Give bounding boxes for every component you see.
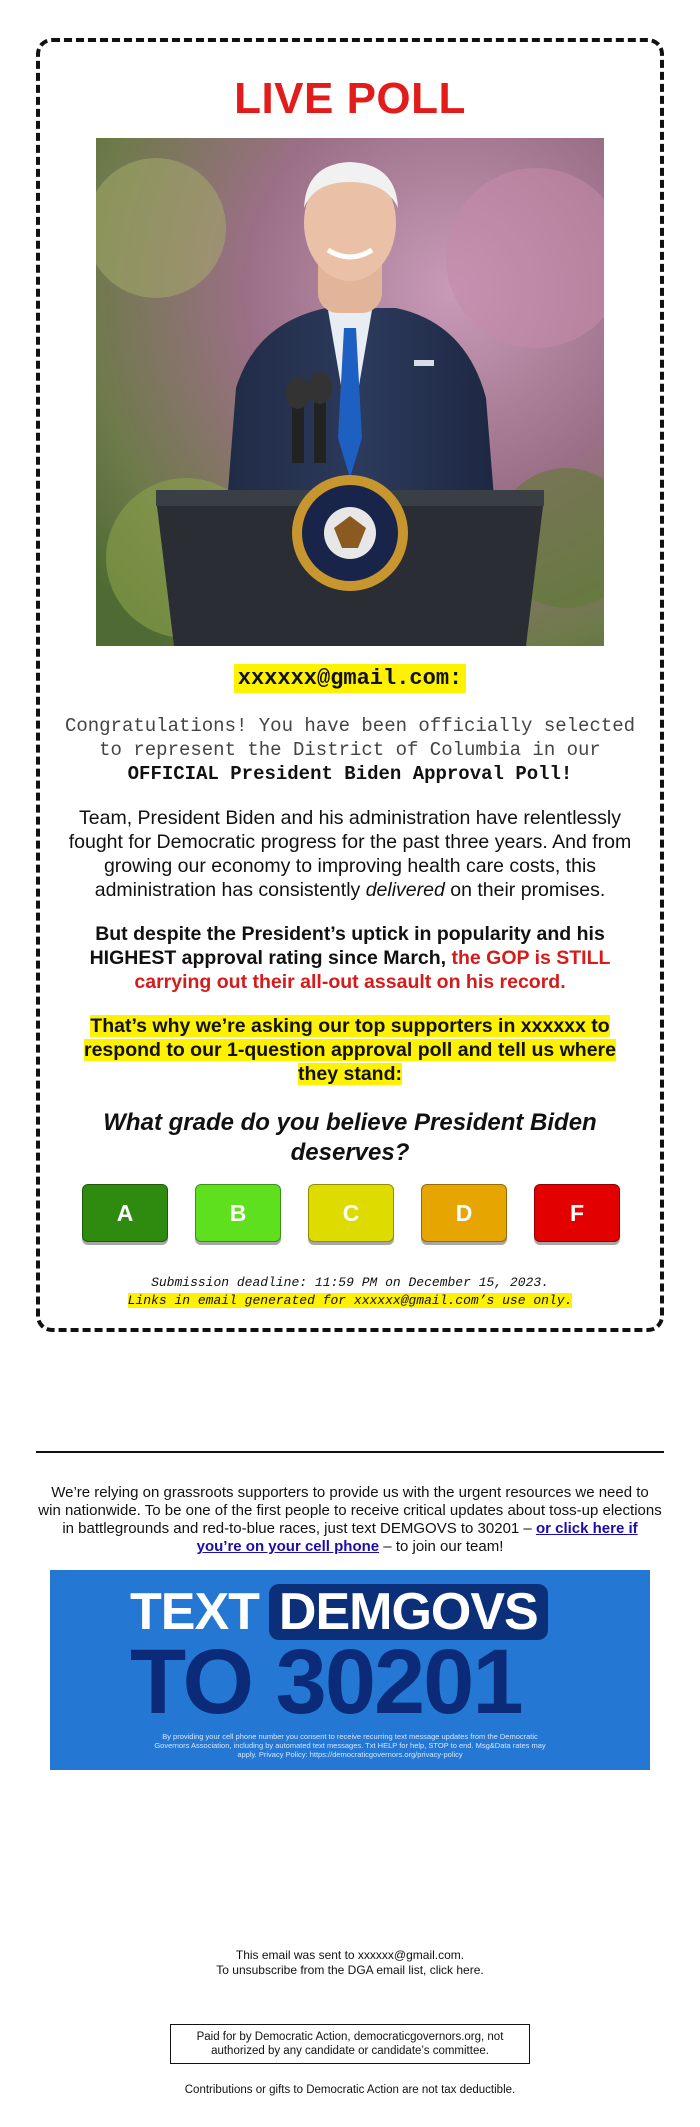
- grade-buttons: [82, 1184, 620, 1244]
- links-note: Links in email generated for xxxxxx@gmail.com’s use only.: [127, 1293, 573, 1308]
- congrats-bold: OFFICIAL President Biden Approval Poll!: [127, 763, 573, 785]
- progress-paragraph: [64, 806, 636, 902]
- president-photo[interactable]: [96, 138, 604, 646]
- gop-paragraph: [64, 922, 636, 994]
- recipient-email: xxxxxx@gmail.com:: [234, 664, 466, 693]
- p2-text: But despite the President’s uptick in popularity and his HIGHEST approval rating since March,: [89, 923, 605, 969]
- poll-question: What grade do you believe President Biden deserves?: [103, 1109, 597, 1166]
- text-demgovs-banner[interactable]: [50, 1570, 650, 1770]
- grade-c-button[interactable]: C: [308, 1184, 394, 1242]
- deadline-text: Submission deadline: 11:59 PM on December 15, 2023.: [151, 1275, 549, 1290]
- grassroots-paragraph: [38, 1484, 662, 1556]
- banner-keyword: DEMGOVS: [278, 1583, 538, 1641]
- paid-for-disclaimer: Paid for by Democratic Action, democraticgovernors.org, not authorized by any candidate or candidate’s committee.: [170, 2024, 530, 2064]
- ask-paragraph: [64, 1014, 636, 1086]
- p1-emphasis: delivered: [365, 879, 445, 901]
- congrats-message: [54, 714, 646, 786]
- unsubscribe-link[interactable]: To unsubscribe from the DGA email list, click here.: [216, 1963, 484, 1977]
- banner-number: TO 30201: [130, 1631, 522, 1733]
- banner-fine-print: By providing your cell phone number you consent to receive recurring text message updates from the Democratic Governors Association, including by automated text messages. Txt HELP for help, STOP to end. Msg&Data rates may apply. Privacy Policy: https://democraticgovernors.org/privacy-policy: [154, 1732, 546, 1759]
- grade-f-button[interactable]: F: [534, 1184, 620, 1242]
- poll-title: LIVE POLL: [234, 74, 466, 123]
- poll-container: [36, 38, 664, 1332]
- congrats-lead: Congratulations! You have been officially selected to represent the District of Columbia in our: [64, 715, 636, 761]
- p2-red-text: the GOP is STILL carrying out their all-out assault on his record.: [134, 947, 611, 993]
- sent-to-text: This email was sent to xxxxxx@gmail.com.: [235, 1948, 465, 1962]
- footer-sent-to: [0, 1948, 700, 1978]
- deadline-notice: [40, 1274, 660, 1310]
- section-divider: [36, 1451, 664, 1453]
- p1-text-b: on their promises.: [444, 879, 606, 901]
- cell-phone-link[interactable]: or click here if you’re on your cell phone: [196, 1520, 638, 1555]
- ask-highlight: That’s why we’re asking our top supporters in xxxxxx to respond to our 1-question approval poll and tell us where they stand:: [84, 1015, 616, 1085]
- contributions-notice: Contributions or gifts to Democratic Action are not tax deductible.: [184, 2084, 516, 2096]
- grade-b-button[interactable]: B: [195, 1184, 281, 1242]
- p1-text-a: Team, President Biden and his administration have relentlessly fought for Democratic progress for the past three years. And from growing our economy to improving health care costs, this administration has consistently: [68, 807, 632, 901]
- recipient-email-tag: [40, 666, 660, 691]
- grade-d-button[interactable]: D: [421, 1184, 507, 1242]
- grassroots-text-a: We’re relying on grassroots supporters to provide us with the urgent resources we need to win nationwide. To be one of the first people to receive critical updates about toss-up elections in battlegrounds and red-to-blue races, just text DEMGOVS to 30201 –: [38, 1484, 662, 1537]
- banner-text-word: TEXT: [130, 1583, 259, 1641]
- grade-a-button[interactable]: A: [82, 1184, 168, 1242]
- grassroots-text-b: – to join our team!: [379, 1538, 504, 1555]
